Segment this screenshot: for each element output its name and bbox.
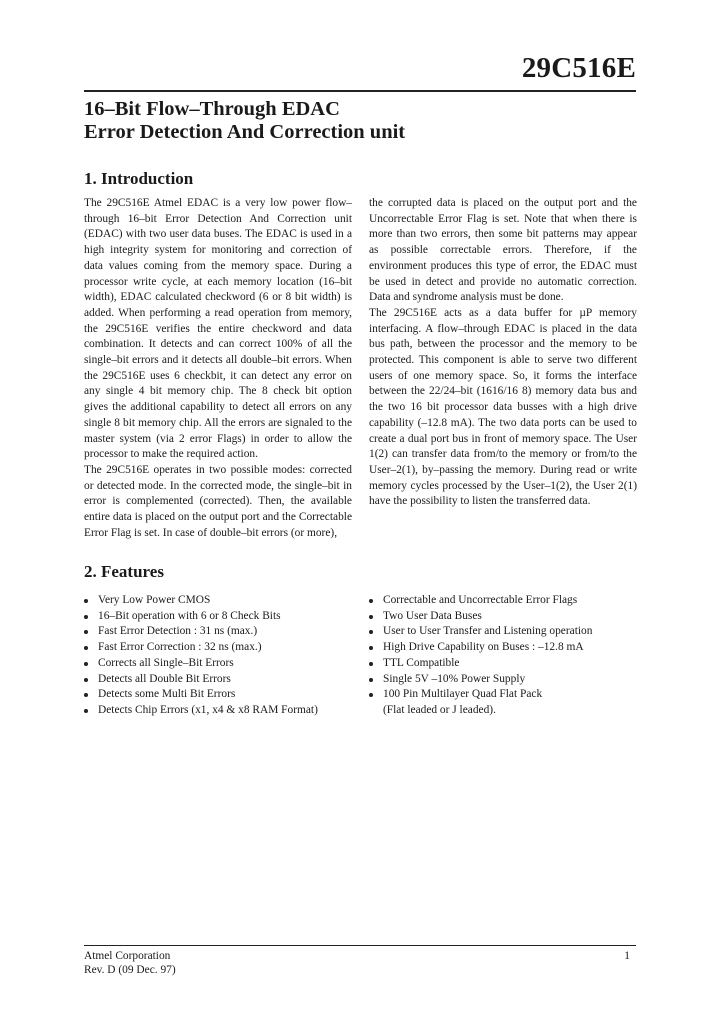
feature-item: Two User Data Buses (369, 609, 637, 625)
intro-paragraph: the corrupted data is placed on the output port and the Uncorrectable Error Flag is set. Note that when there is more than two errors, then some bit patterns may appear as possible correctable errors. Therefore, if the environment produces this type of error, the EDAC must be used in detect and provide no automatic correction. Data and syndrome analysis must be done. (369, 197, 637, 304)
header-rule (84, 90, 636, 92)
footer-info (84, 949, 176, 977)
footer-company: Atmel Corporation (84, 950, 171, 962)
features-heading: 2. Features (84, 562, 164, 581)
introduction-left-column (84, 196, 352, 541)
feature-item: 100 Pin Multilayer Quad Flat Pack (369, 687, 637, 703)
feature-item: Detects Chip Errors (x1, x4 & x8 RAM Format) (84, 703, 354, 719)
features-right-list (369, 593, 637, 719)
footer-revision: Rev. D (09 Dec. 97) (84, 964, 176, 976)
features-left-list (84, 593, 354, 719)
feature-item: Fast Error Detection : 31 ns (max.) (84, 624, 354, 640)
title-line-1: 16–Bit Flow–Through EDAC (84, 98, 340, 120)
feature-item: High Drive Capability on Buses : –12.8 mA (369, 640, 637, 656)
introduction-heading: 1. Introduction (84, 169, 194, 188)
feature-item: Detects some Multi Bit Errors (84, 687, 354, 703)
feature-item: Fast Error Correction : 32 ns (max.) (84, 640, 354, 656)
feature-item: Detects all Double Bit Errors (84, 672, 354, 688)
feature-item: User to User Transfer and Listening operation (369, 624, 637, 640)
feature-item-continuation: (Flat leaded or J leaded). (383, 703, 496, 716)
feature-item: TTL Compatible (369, 656, 637, 672)
feature-item: Corrects all Single–Bit Errors (84, 656, 354, 672)
document-title (84, 98, 405, 144)
page-number: 1 (624, 950, 630, 962)
feature-item: 16–Bit operation with 6 or 8 Check Bits (84, 609, 354, 625)
footer-rule (84, 945, 636, 946)
intro-paragraph: The 29C516E operates in two possible modes: corrected or detected mode. In the corrected mode, the single–bit in error is complemented (corrected). Then, the available entire data is placed on the output port and the Correctable Error Flag is set. In case of double–bit errors (or more), (84, 463, 352, 539)
introduction-right-column (369, 196, 637, 510)
feature-item: Single 5V –10% Power Supply (369, 672, 637, 688)
intro-paragraph: The 29C516E Atmel EDAC is a very low power flow–through 16–bit Error Detection And Correction unit (EDAC) with two user data buses. The EDAC is used in a high integrity system for monitoring and correction of data values coming from the memory space. During a processor write cycle, at each memory location (16–bit width), EDAC calculated checkword (6 or 8 bit width) is added. When performing a read operation from memory, the 29C516E verifies the entire checkword and data combination. It detects and can correct 100% of all the single–bit errors and it detects all double–bit errors. When the 29C516E uses 6 checkbit, it can detect any error on any single 4 bit memory chip. The 8 check bit option gives the additional capability to detect all errors on any single 8 bit memory chip. All the errors are signaled to the master system (via 2 error Flags) in order to allow the processor to make the required action. (84, 197, 352, 461)
title-line-2: Error Detection And Correction unit (84, 121, 406, 143)
part-number: 29C516E (521, 52, 636, 84)
feature-item: Very Low Power CMOS (84, 593, 354, 609)
intro-paragraph: The 29C516E acts as a data buffer for µP memory interfacing. A flow–through EDAC is placed in the data bus path, between the processor and the memory to be protected. This component is able to serve two different users of one memory space. So, it forms the interface between the 22/24–bit (1616/16 8) memory data bus and the two 16 bit processor data busses with a high drive capability (–12.8 mA). The two data ports can be used to create a dual port bus in front of memory space. The User 1(2) can transfer data from/to the memory or from/to the User–2(1), by–passing the memory. During read or write memory cycles processed by the User–1(2), the User 2(1) have the possibility to listen the transferred data. (369, 306, 637, 508)
feature-item: Correctable and Uncorrectable Error Flags (369, 593, 637, 609)
